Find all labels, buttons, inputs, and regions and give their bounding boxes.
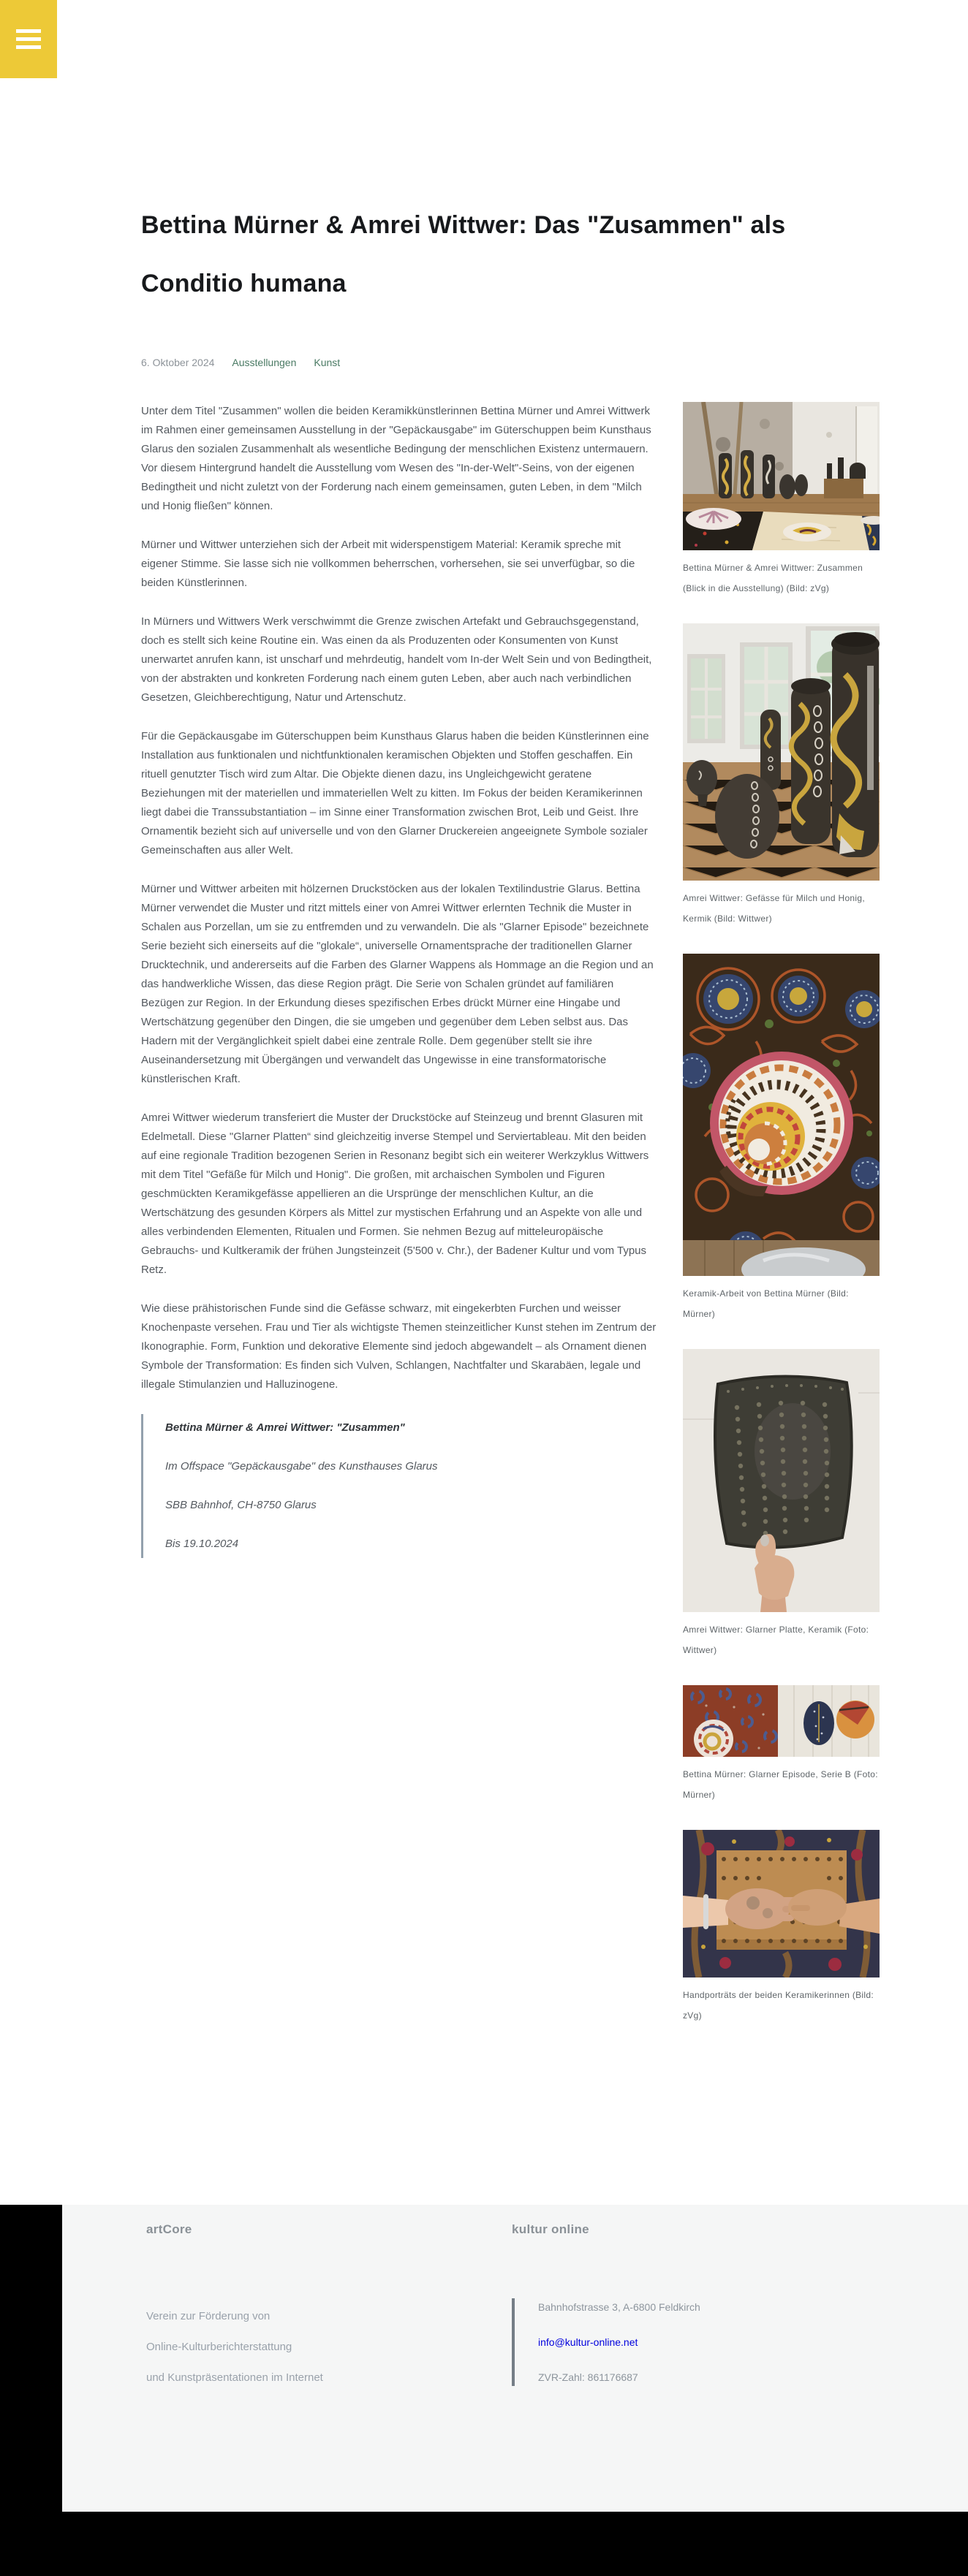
vessels-photo[interactable] [683,623,880,881]
article-paragraph: Mürner und Wittwer arbeiten mit hölzernen Druckstöcken aus der lokalen Textilindustrie Glarus. Bettina Mürner verwendet die Muster und ritzt mittels einer von Amrei Wittwer erlernten Technik die Muster in Schalen aus Porzellan, um sie zu entfremden und zu verwandeln. Die als "Glarner Episode" bezeichnete Serie bezieht sich einerseits auf die "glokale“, universelle Ornamentsprache der traditionellen Glarner Drucktechnik, und andererseits auf die Farben des Glarner Wappens als Hommage an die Region und an das handwerkliche Wissen, das diese Region prägt. Die Serie von Schalen gründet auf familiären Bezügen zur Region. In der Erkundung dieses spezifischen Erbes drückt Mürner eine Hingabe und Wertschätzung gegenüber den Dingen, die sie umgeben und gegenüber dem Leben selbst aus. Das Hadern mit der Vergänglichkeit spielt dabei eine zentrale Rolle. Dem gegenüber stellt sie ihre Auseinandersetzung mit Übergängen und verwandelt das Ungewisse in eine transformatorische künstlerischen Kraft. [141,883,654,1085]
quote-exhibition-title: Bettina Mürner & Amrei Wittwer: "Zusammen" [165,1421,405,1434]
quote-duration: Bis 19.10.2024 [165,1538,239,1550]
figure-1 [683,402,880,599]
figure-4 [683,1349,880,1660]
article-paragraph: Amrei Wittwer wiederum transferiert die Muster der Druckstöcke auf Steinzeug und brennt Glasuren mit Edelmetall. Diese "Glarner Platten“ sind gleichzeitig inverse Stempel und Serviertableau. Mit den beiden auf eine regionale Tradition bezogenen Serien in Resonanz begibt sich ein weiterer Werkzyklus Wittwers mit dem Titel "Gefäße für Milch und Honig". Die großen, mit archaischen Symbolen und Figuren geschmückten Keramikgefässe appellieren an die Ursprünge der menschlichen Kultur, an die Wertschätzung des gesunden Körpers als Mittel zur mystischen Erfahrung und an Aspekte von alle und alles verbindenden Elementen, Ritualen und Formen. Sie nehmen Bezug auf mitteleuropäische Gebrauchs- und Kultkeramik der frühen Jungsteinzeit (5'500 v. Chr.), der Badener Kultur und vom Typus Retz. [141,1112,649,1276]
article-paragraph: In Mürners und Wittwers Werk verschwimmt die Grenze zwischen Artefakt und Gebrauchsgegenstand, doch es stellt sich keine Routine ein. Was einen da als Produzenten oder Konsumenten von Kunst unerwartet anrufen kann, ist unscharf und mehrdeutig, handelt vom In-der Welt Sein und von Bedingtheit, von der abstrakten und konkreten Forderung nach einem guten Leben, aber auch nach verbindlichen Gesetzen, Gleichberechtigung, Natur und Artenschutz. [141,615,652,704]
article-paragraph: Für die Gepäckausgabe im Güterschuppen beim Kunsthaus Glarus haben die beiden Künstlerinnen eine Installation aus funktionalen und nichtfunktionalen keramischen Objekten und Stoffen geschaffen. Ein rituell genutzter Tisch wird zum Altar. Die Objekte dienen dazu, ins Ungleichgewicht geratene Beziehungen mit der materiellen und immateriellen Welt zu kitten. Im Fokus der beiden Keramikerinnen liegt dabei die Transsubstantiation – im Sinne einer Transformation zwischen Brot, Leib und Geist. Ihre Ornamentik bezieht sich auf universelle und von den Glarner Druckereien angeeignete Symbole sozialer Gemeinschaften aus aller Welt. [141,730,649,856]
article-date: 6. Oktober 2024 [141,357,215,368]
figure-2 [683,623,880,929]
footer-zvr-number: ZVR-Zahl: 861176687 [538,2371,638,2383]
article-meta [141,357,880,368]
footer-artcore-column [146,2222,468,2393]
article-paragraph: Unter dem Titel "Zusammen" wollen die beiden Keramikkünstlerinnen Bettina Mürner und Amrei Wittwerk im Rahmen einer gemeinsamen Ausstellung in der "Gepäckausgabe" im Güterschuppen beim Kunsthaus Glarus den sozialen Zusammenhalt als wesentliche Bedingung der menschlichen Existenz untermauern. Vor diesem Hintergrund handelt die Ausstellung vom Wesen des "In-der-Welt"-Seins, von der eigenen Bedingtheit und nicht zuletzt von der Forderung nach einem gemeinsamen, guten Leben, in dem "Milch und Honig fließen" können. [141,405,651,512]
figure-caption: Amrei Wittwer: Glarner Platte, Keramik (Foto: Wittwer) [683,1625,869,1655]
glarner-platte-photo[interactable] [683,1349,880,1612]
footer-heading-artcore: artCore [146,2222,192,2236]
figure-caption: Handporträts der beiden Keramikerinnen (Bild: zVg) [683,1990,874,2021]
figure-caption: Keramik-Arbeit von Bettina Mürner (Bild: Mürner) [683,1288,849,1319]
menu-button[interactable] [0,0,57,78]
footer-artcore-description: Verein zur Förderung von Online-Kulturberichterstattung und Kunstpräsentationen im Internet [146,2310,323,2384]
footer [0,2205,968,2512]
category-link-kunst[interactable]: Kunst [314,357,341,368]
figure-5 [683,1685,880,1805]
article-paragraph: Wie diese prähistorischen Funde sind die Gefässe schwarz, mit eingekerbten Furchen und weisser Knochenpaste versehen. Frau und Tier als wichtigste Themen steinzeitlicher Kunst stehen im Zentrum der Ikonographie. Form, Funktion und dekorative Elemente sind jedoch abgewandelt – als Ornament dienen Symbole der Transformation: Es finden sich Vulven, Schlangen, Nachtfalter und Skarabäen, legale und illegale Stimulanzien und Halluzinogene. [141,1302,657,1391]
figure-6 [683,1830,880,2026]
footer-black-bottom-bar [0,2512,968,2576]
page-title: Bettina Mürner & Amrei Wittwer: Das "Zusammen" als Conditio humana [141,211,786,297]
figure-caption: Bettina Mürner: Glarner Episode, Serie B (Foto: Mürner) [683,1769,878,1800]
figure-3 [683,954,880,1324]
figure-caption: Amrei Wittwer: Gefässe für Milch und Honig, Kermik (Bild: Wittwer) [683,893,865,924]
footer-email-link[interactable]: info@kultur-online.net [538,2336,638,2348]
article-page [141,196,880,2051]
ceramic-bowl-photo[interactable] [683,954,880,1276]
exhibition-info-quote [141,1414,658,1558]
category-link-ausstellungen[interactable]: Ausstellungen [232,357,297,368]
footer-contact-block [512,2298,877,2386]
footer-address: Bahnhofstrasse 3, A-6800 Feldkirch [538,2301,700,2313]
article-columns [141,402,880,2051]
exhibition-room-photo[interactable] [683,402,880,550]
footer-heading-kultur-online: kultur online [512,2222,589,2236]
glarner-episode-photo[interactable] [683,1685,880,1757]
quote-location: Im Offspace "Gepäckausgabe" des Kunsthauses Glarus [165,1460,438,1473]
figure-caption: Bettina Mürner & Amrei Wittwer: Zusammen (Blick in die Ausstellung) (Bild: zVg) [683,563,863,593]
image-sidebar [683,402,880,2051]
article-body [141,402,658,2051]
footer-kultur-online-column [512,2222,877,2386]
quote-address: SBB Bahnhof, CH-8750 Glarus [165,1499,317,1511]
hands-photo[interactable] [683,1830,880,1977]
article-paragraph: Mürner und Wittwer unterziehen sich der Arbeit mit widerspenstigem Material: Keramik spreche mit eigener Stimme. Sie lasse sich nie vollkommen beherrschen, vorhersehen, sie sei unverfügbar, so die beiden Künstlerinnen. [141,539,635,589]
